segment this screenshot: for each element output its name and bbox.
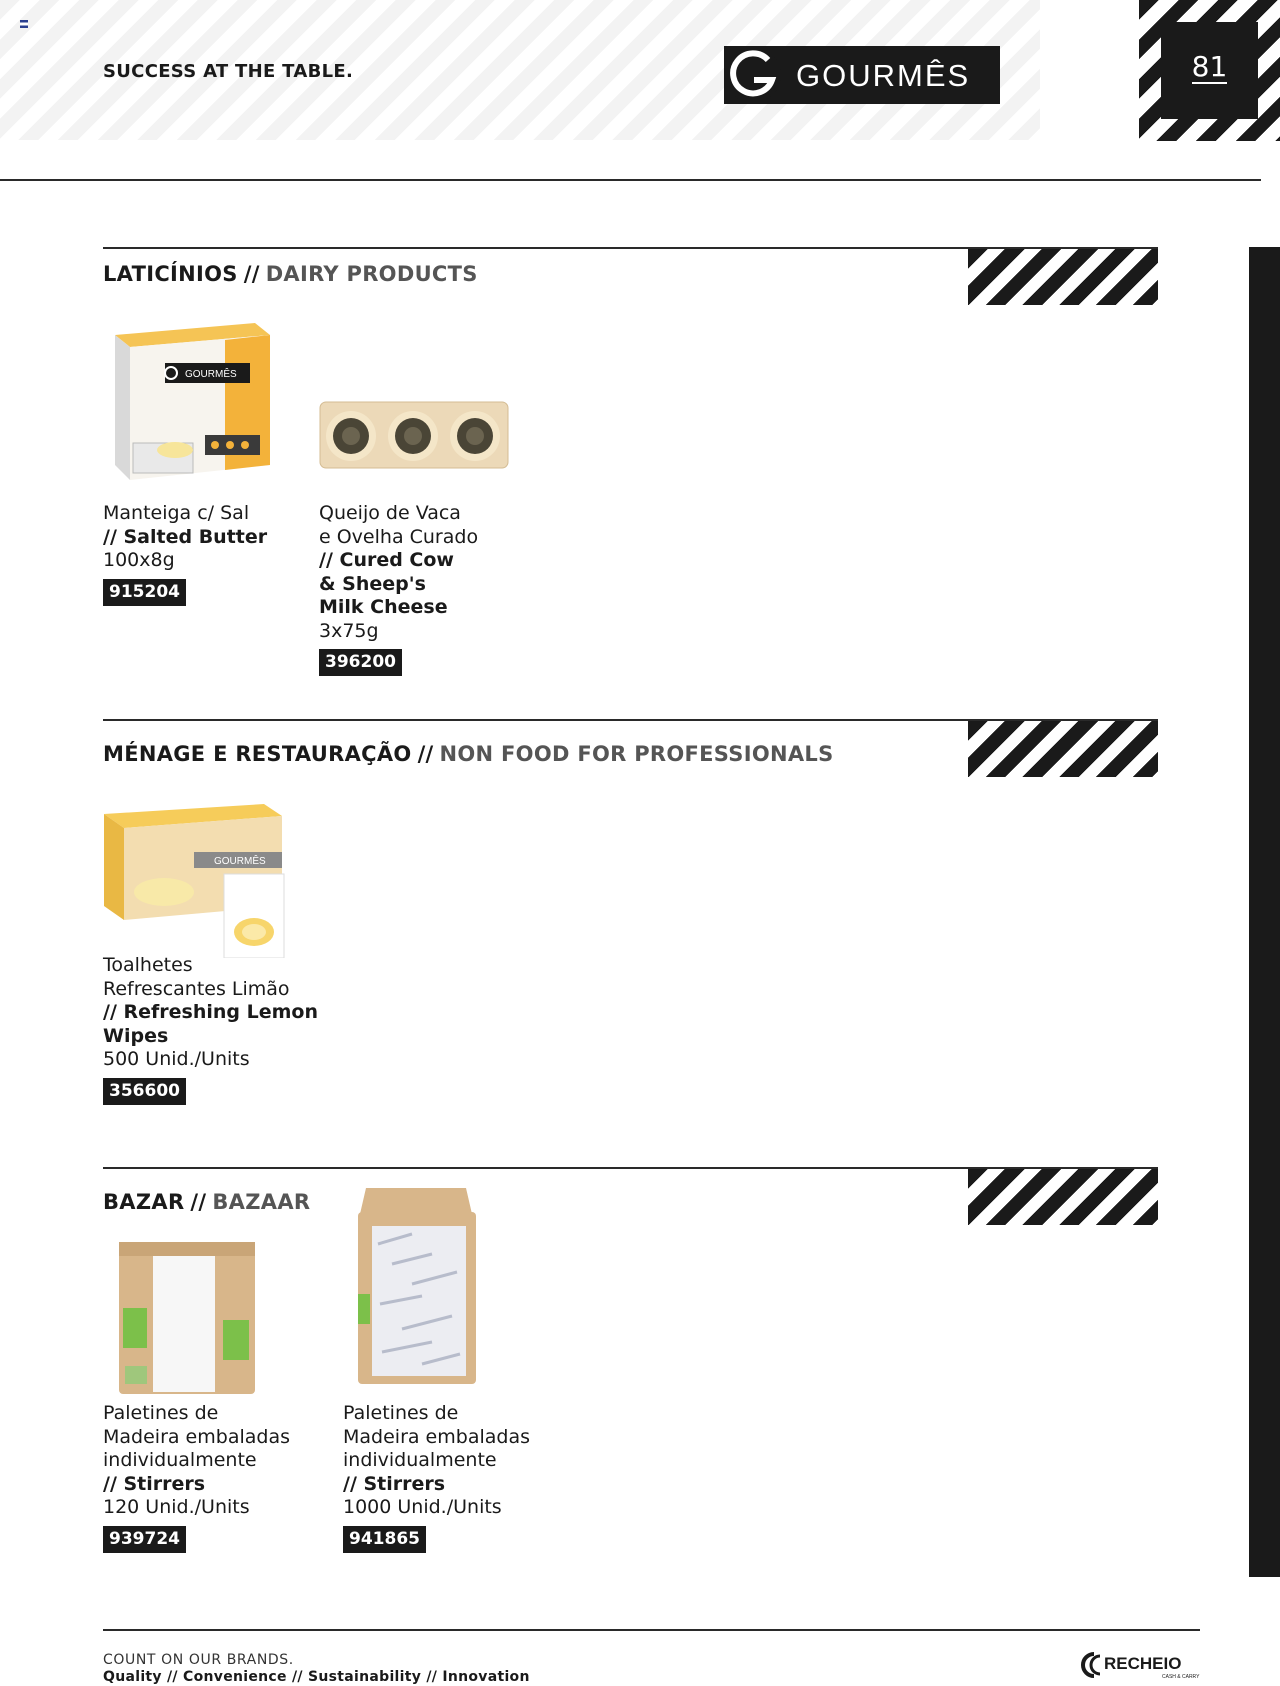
product-code-badge: 915204 xyxy=(103,579,186,606)
footer-tagline: COUNT ON OUR BRANDS. xyxy=(103,1652,294,1668)
product-name-en: // Stirrers xyxy=(103,1472,206,1495)
product-lemon-wipes xyxy=(103,954,318,1105)
flag-icon xyxy=(20,20,28,28)
product-name-pt: Madeira embaladas xyxy=(343,1425,530,1448)
footer-divider xyxy=(103,1629,1200,1631)
product-name-pt: Toalhetes xyxy=(103,954,193,976)
product-name-pt: Paletines de xyxy=(343,1402,459,1424)
product-name-en: Milk Cheese xyxy=(319,596,448,618)
section-stripes xyxy=(968,721,1158,777)
product-name-pt: e Ovelha Curado xyxy=(319,525,479,548)
product-cured-cheese xyxy=(319,502,478,676)
gourmes-logo xyxy=(724,46,1000,104)
section-title-bazaar: BAZAR // BAZAAR xyxy=(103,1190,311,1214)
stirrers-bag-small-image xyxy=(115,1236,260,1398)
stirrers-bag-large-image xyxy=(352,1184,482,1388)
product-size: 500 Unid./Units xyxy=(103,1048,250,1070)
product-name-pt: Manteiga c/ Sal xyxy=(103,502,250,524)
svg-text:GOURMÊS: GOURMÊS xyxy=(214,856,266,867)
product-size: 100x8g xyxy=(103,549,175,571)
section-stripes xyxy=(968,249,1158,305)
product-size: 120 Unid./Units xyxy=(103,1496,250,1518)
product-name-pt: Queijo de Vaca xyxy=(319,502,461,524)
product-stirrers-120 xyxy=(103,1402,290,1553)
product-code-badge: 396200 xyxy=(319,649,402,676)
footer-values: Quality // Convenience // Sustainability // Innovation xyxy=(103,1669,530,1685)
product-name-en: // Cured Cow xyxy=(319,549,454,571)
product-name-en: Wipes xyxy=(103,1024,169,1047)
section-title-non-food: MÉNAGE E RESTAURAÇÃO // NON FOOD FOR PROFESSIONALS xyxy=(103,742,834,766)
product-code-badge: 941865 xyxy=(343,1526,426,1553)
section-title-dairy: LATICÍNIOS // DAIRY PRODUCTS xyxy=(103,262,478,286)
product-stirrers-1000 xyxy=(343,1402,530,1553)
cheese-pack-image xyxy=(318,398,510,472)
product-name-en: // Salted Butter xyxy=(103,525,268,548)
recheio-logo xyxy=(1080,1650,1200,1680)
product-name-pt: Paletines de xyxy=(103,1402,219,1424)
page-number: 81 xyxy=(1191,50,1228,83)
product-name-pt: individualmente xyxy=(343,1449,497,1471)
header-divider xyxy=(0,179,1261,181)
svg-text:GOURMÊS: GOURMÊS xyxy=(185,369,237,380)
page-number-box xyxy=(1139,0,1280,141)
brand-wordmark: GOURMÊS xyxy=(796,58,971,93)
product-code-badge: 356600 xyxy=(103,1078,186,1105)
product-name-pt: Refrescantes Limão xyxy=(103,977,290,1000)
product-name-en: // Refreshing Lemon xyxy=(103,1001,318,1023)
side-bar xyxy=(1249,247,1280,1577)
logo-wordmark: RECHEIO xyxy=(1104,1654,1182,1673)
butter-box-image xyxy=(105,315,275,485)
product-name-en: // Stirrers xyxy=(343,1472,446,1495)
product-size: 3x75g xyxy=(319,619,379,642)
product-name-en: & Sheep's xyxy=(319,572,426,595)
product-salted-butter xyxy=(103,502,267,606)
product-size: 1000 Unid./Units xyxy=(343,1496,502,1518)
product-name-pt: individualmente xyxy=(103,1449,257,1471)
product-name-pt: Madeira embaladas xyxy=(103,1425,290,1448)
logo-subtext: CASH & CARRY xyxy=(1162,1674,1200,1680)
product-code-badge: 939724 xyxy=(103,1526,186,1553)
lemon-wipes-image xyxy=(104,802,286,958)
section-stripes xyxy=(968,1169,1158,1225)
header-tagline: SUCCESS AT THE TABLE. xyxy=(103,61,354,82)
